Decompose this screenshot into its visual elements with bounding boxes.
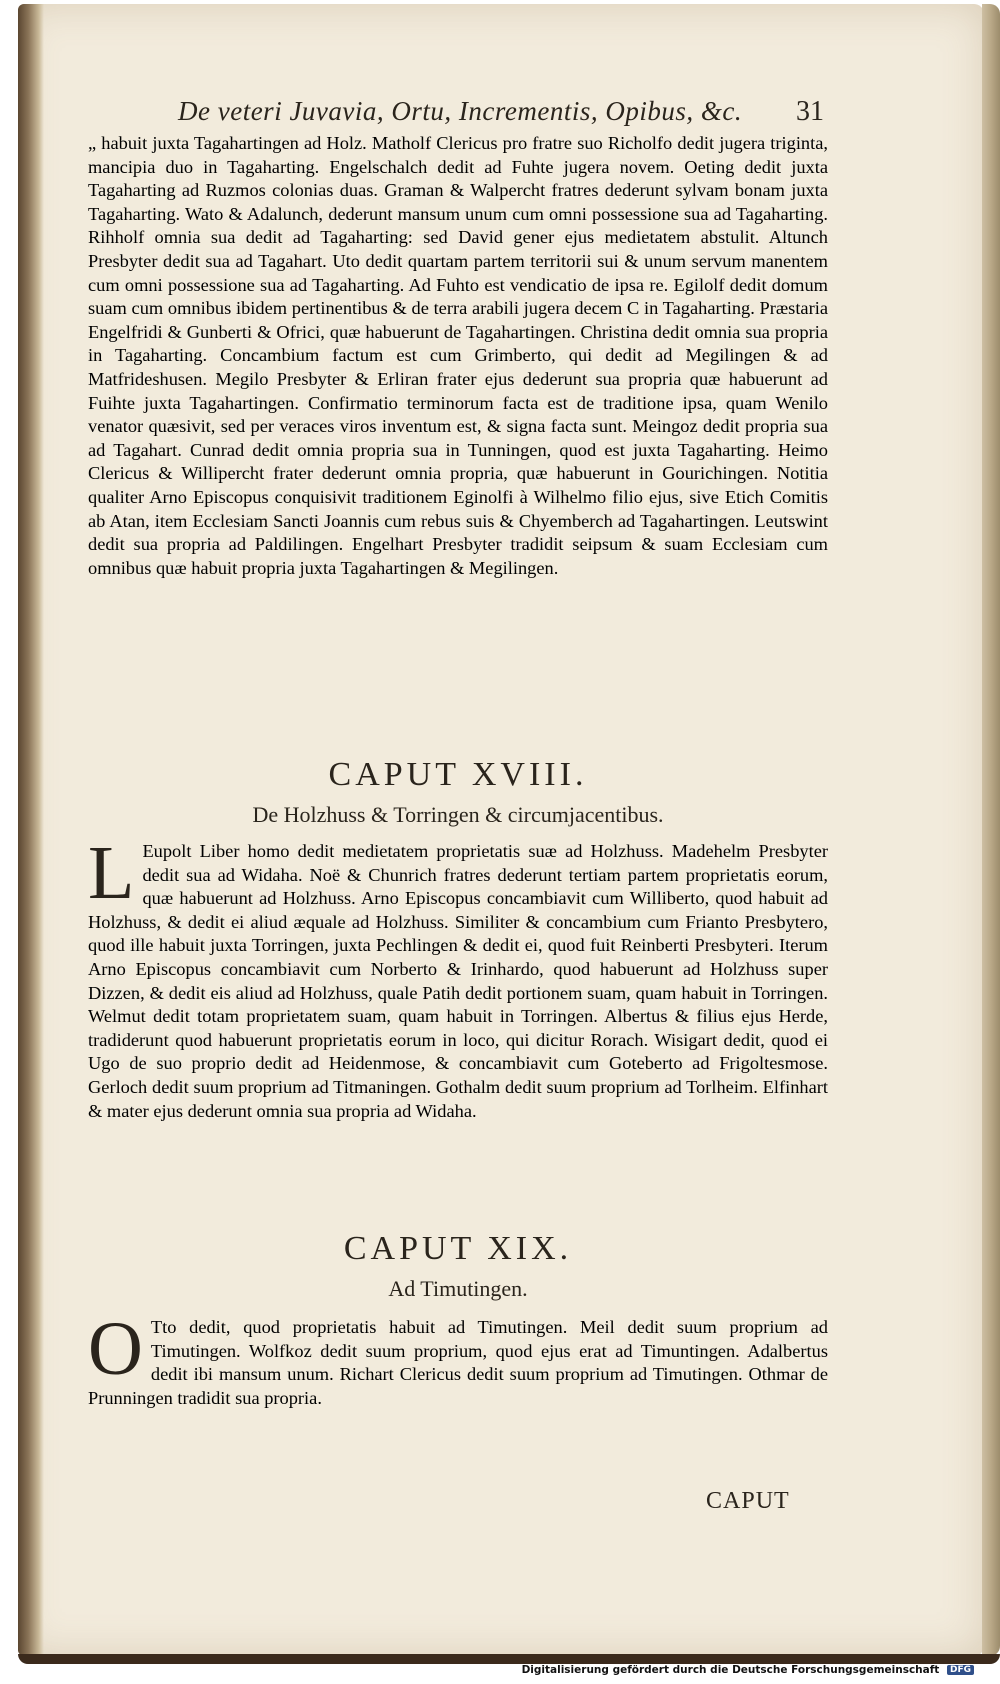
catchword: CAPUT — [706, 1488, 790, 1514]
caput-18-paragraph — [88, 831, 828, 1123]
caput-19-subtitle: Ad Timutingen. — [388, 1276, 528, 1301]
caput-19-paragraph — [88, 1307, 828, 1410]
dfg-logo-icon: DFG — [947, 1665, 974, 1675]
digitization-credit — [522, 1664, 974, 1676]
running-head: De veteri Juvavia, Ortu, Incrementis, Opibus, &c. — [178, 96, 743, 126]
caput-18-text: Eupolt Liber homo dedit medietatem proprietatis suæ ad Holzhuss. Madehelm Presbyter dedit sua ad Widaha. Noë & Chunrich fratres dederunt tertiam partem proprietatis eorum, quæ habuerunt ad Holzhuss. Arno Episcopus concambiavit cum Williberto, quod habuit ad Holzhuss, & dedit ei aliud æquale ad Holzhuss. Similiter & concambium cum Frianto Presbytero, quod ille habuit juxta Torringen, juxta Pechlingen & dedit ei, quod fuit Reinberti Presbyteri. Iterum Arno Episcopus concambiavit cum Norberto & Irinhardo, quod habuerunt ad Holzhuss super Dizzen, & dedit eis aliud ad Holzhuss, quale Patih dedit portionem suam, quam habuit in Torringen. Welmut dedit totam proprietatem suam, quam habuit in Torringen. Albertus & filius ejus Herde, tradiderunt quod habuerunt proprietatis eorum in loco, qui dicitur Rorach. Wisigart dedit, quod ei Ugo de suo proprio dedit ad Heidenmose, & concambiavit cum Goteberto ad Frigoltesmose. Gerloch dedit suum proprium ad Titmaningen. Gothalm dedit suum proprium ad Torlheim. Elfinhart & mater ejus dederunt omnia sua propria ad Widaha. — [88, 841, 828, 1121]
caput-18-subtitle: De Holzhuss & Torringen & circumjacentibus. — [252, 802, 664, 827]
caput-19-text: Tto dedit, quod proprietatis habuit ad Timutingen. Meil dedit suum proprium ad Timutingen. Wolfkoz dedit suum proprium, quod ejus erat ad Timuntingen. Adalbertus dedit ibi mansum unum. Richart Clericus dedit suum proprium ad Timutingen. Othmar de Prunningen tradidit sua propria. — [88, 1317, 828, 1408]
page-number: 31 — [796, 96, 824, 127]
book-cover-edge — [18, 1654, 1000, 1664]
drop-cap-initial: L — [88, 831, 135, 915]
book-page — [18, 4, 984, 1656]
caput-18-title: CAPUT XVIII. — [328, 756, 588, 793]
credit-text: Digitalisierung gefördert durch die Deutsche Forschungsgemeinschaft — [521, 1664, 940, 1676]
paragraph-caput-17-continuation: „ habuit juxta Tagahartingen ad Holz. Matholf Clericus pro fratre suo Richolfo dedit jugera triginta, mancipia duo in Tagaharting. Engelschalch dedit ad Fuhte jugera novem. Oeting dedit juxta Tagaharting ad Ruzmos colonias duas. Graman & Walpercht fratres dederunt sylvam bonam juxta Tagaharting. Wato & Adalunch, dederunt mansum unum cum omni possessione sua ad Tagaharting. Rihholf omnia sua dedit ad Tagaharting: sed David gener ejus medietatem abstulit. Altunch Presbyter dedit sua ad Tagahart. Uto dedit quartam partem territorii sui & unum servum manentem cum omni possessione sua ad Tagaharting. Ad Fuhto est vendicatio de ipsa re. Egilolf dedit domum suam cum omnibus ibidem pertinentibus & de terra arabili jugera decem C in Tagaharting. Præstaria Engelfridi & Gunberti & Ofrici, quæ habuerunt de Tagahartingen. Christina dedit omnia sua propria in Tagaharting. Concambium factum est cum Grimberto, qui dedit ad Megilingen & ad Matfrideshusen. Megilo Presbyter & Erliran frater ejus dederunt sua propria quæ habuerunt ad Fuihte juxta Tagahartingen. Confirmatio terminorum facta est de traditione ipsa, quam Wenilo venator quæsivit, sed per veraces viros inventum est, & signa facta sunt. Meingoz dedit propria sua ad Tagahart. Cunrad dedit omnia propria sua in Tunningen, quod est juxta Tagaharting. Heimo Clericus & Willipercht frater dederunt omnia propria, quæ habuerunt in Gourichingen. Notitia qualiter Arno Episcopus conquisivit traditionem Eginolfi à Wilhelmo filio ejus, sive Etich Comitis ab Atan, item Ecclesiam Sancti Joannis cum rebus suis & Chyemberch ad Tagahartingen. Leutswint dedit sua propria ad Paldilingen. Engelhart Presbyter tradidit seipsum & suam Ecclesiam cum omnibus quæ habuit propria juxta Tagahartingen & Megilingen. — [88, 133, 828, 578]
page-fore-edge — [982, 4, 1000, 1656]
drop-cap-initial: O — [88, 1307, 143, 1391]
caput-19-title: CAPUT XIX. — [343, 1230, 573, 1267]
book-spine — [18, 4, 44, 1656]
